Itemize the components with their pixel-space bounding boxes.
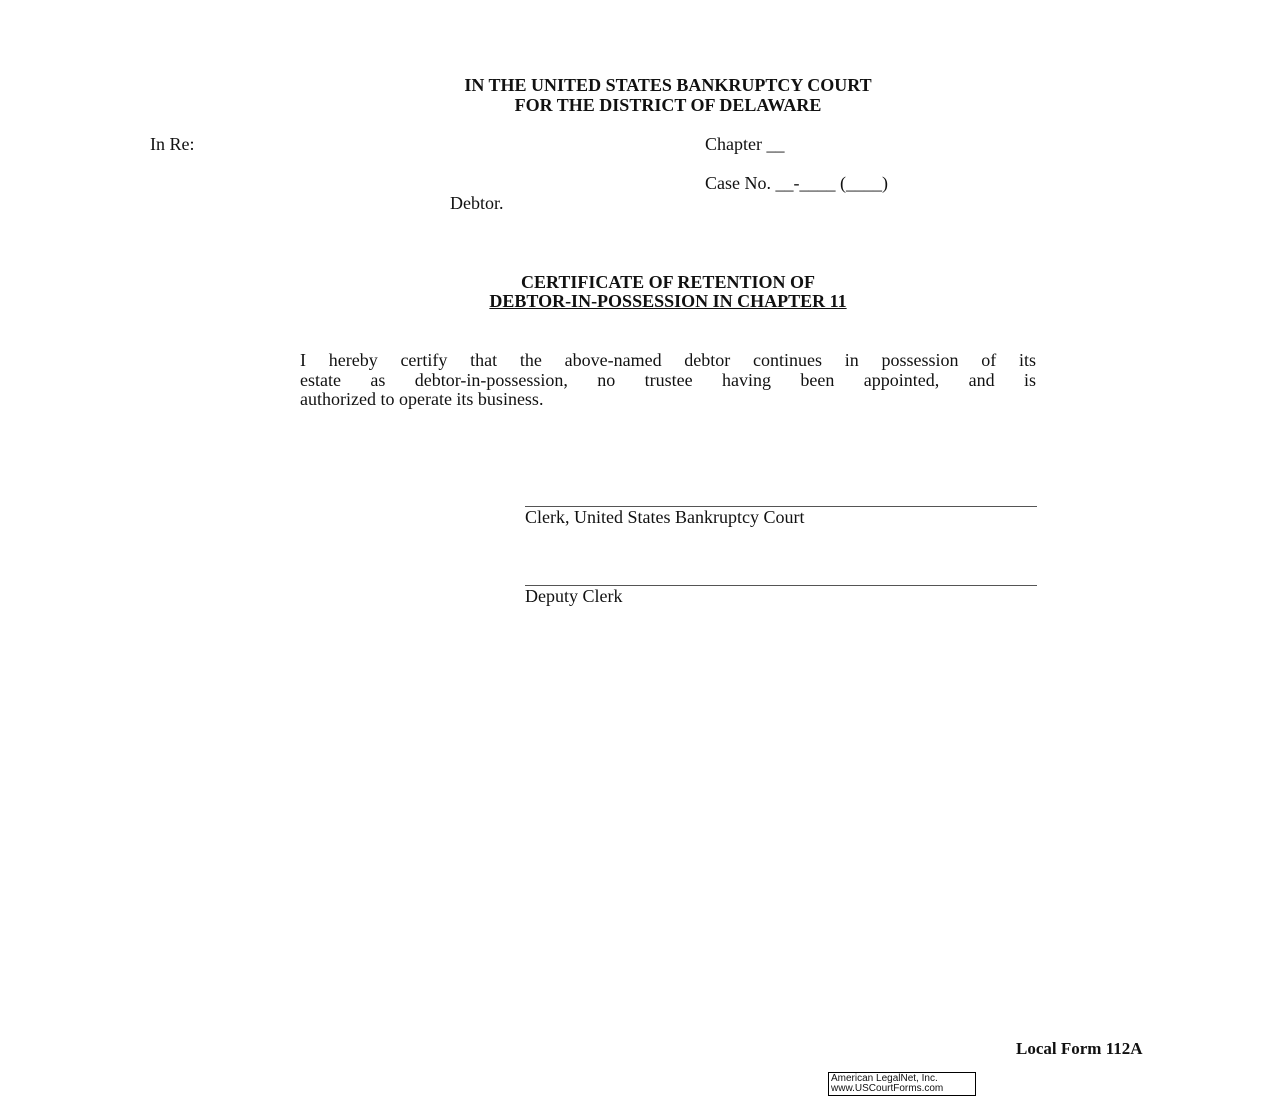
stamp-line2: www.USCourtForms.com [831, 1083, 944, 1094]
chapter-field: Chapter __ [705, 134, 785, 154]
form-number: Local Form 112A [1016, 1039, 1143, 1058]
court-heading-line2: FOR THE DISTRICT OF DELAWARE [514, 95, 822, 115]
publisher-stamp [828, 1072, 976, 1096]
stamp-line1: American LegalNet, Inc. [831, 1073, 938, 1084]
court-heading-line1: IN THE UNITED STATES BANKRUPTCY COURT [464, 75, 872, 95]
debtor-label: Debtor. [450, 193, 504, 213]
body-line-3: authorized to operate its business. [300, 389, 544, 409]
certificate-title-line2: DEBTOR-IN-POSSESSION IN CHAPTER 11 [489, 291, 847, 311]
body-line-1: I hereby certify that the above-named debtor continues in possession of its [300, 350, 1036, 370]
deputy-signature-label: Deputy Clerk [525, 586, 623, 606]
in-re-label: In Re: [150, 134, 195, 154]
case-number-field: Case No. __-____ (____) [705, 173, 888, 193]
certificate-title-line1: CERTIFICATE OF RETENTION OF [521, 272, 815, 292]
clerk-signature-label: Clerk, United States Bankruptcy Court [525, 507, 805, 527]
body-line-2: estate as debtor-in-possession, no trustee having been appointed, and is [300, 370, 1036, 390]
